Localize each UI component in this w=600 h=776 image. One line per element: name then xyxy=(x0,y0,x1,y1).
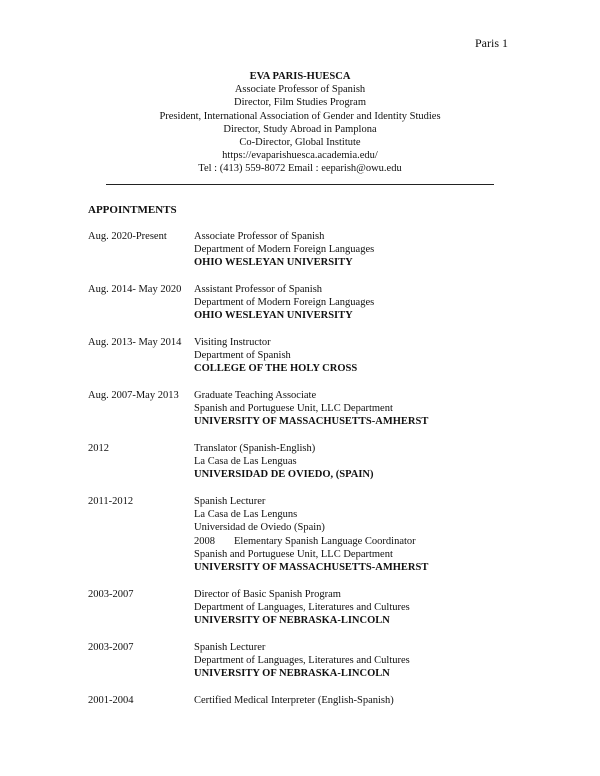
website-link: https://evaparishuesca.academia.edu/ xyxy=(222,150,378,162)
page-number: Paris 1 xyxy=(475,36,508,50)
appointment-department: Department of Languages, Literatures and Cultures xyxy=(194,655,410,667)
appointment-role: Spanish Lecturer xyxy=(194,496,266,507)
section-title-appointments: APPOINTMENTS xyxy=(88,204,177,216)
author-name: EVA PARIS-HUESCA xyxy=(249,71,351,82)
sub-entry-role: Elementary Spanish Language Coordinator xyxy=(234,535,416,547)
cv-header xyxy=(0,70,600,176)
header-title-line: Co-Director, Global Institute xyxy=(239,137,361,149)
appointment-role: Director of Basic Spanish Program xyxy=(194,589,341,600)
appointment-department: Spanish and Portuguese Unit, LLC Department xyxy=(194,403,393,415)
appointment-department: Spanish and Portuguese Unit, LLC Department xyxy=(194,548,393,560)
appointment-department: Department of Languages, Literatures and Cultures xyxy=(194,602,410,614)
appointment-department: Universidad de Oviedo (Spain) xyxy=(194,522,325,534)
header-divider xyxy=(106,184,494,185)
appointment-date: 2012 xyxy=(88,443,109,454)
appointment-institution: UNIVERSITY OF NEBRASKA-LINCOLN xyxy=(194,668,390,680)
header-title-line: President, International Association of Gender and Identity Studies xyxy=(159,110,441,122)
appointment-date: 2003-2007 xyxy=(88,589,134,600)
appointment-role: Visiting Instructor xyxy=(194,337,271,348)
appointment-sub-entry xyxy=(194,535,428,548)
header-title-line: Director, Study Abroad in Pamplona xyxy=(223,123,377,135)
appointment-role: Certified Medical Interpreter (English-Spanish) xyxy=(194,695,394,706)
appointment-role: Translator (Spanish-English) xyxy=(194,443,316,454)
appointment-date: Aug. 2014- May 2020 xyxy=(88,284,182,295)
appointment-role: Assistant Professor of Spanish xyxy=(194,284,323,295)
contact-line: Tel : (413) 559-8072 Email : eeparish@owu.edu xyxy=(198,163,402,175)
appointment-department: La Casa de Las Lenguas xyxy=(194,456,297,468)
appointment-institution: OHIO WESLEYAN UNIVERSITY xyxy=(194,310,353,322)
appointment-role: Graduate Teaching Associate xyxy=(194,390,317,401)
appointment-date: 2003-2007 xyxy=(88,642,134,653)
header-title-line: Director, Film Studies Program xyxy=(234,97,366,109)
header-title-line: Associate Professor of Spanish xyxy=(234,84,366,96)
appointment-role: Spanish Lecturer xyxy=(194,642,266,653)
appointment-date: Aug. 2007-May 2013 xyxy=(88,390,179,401)
appointment-department: Department of Modern Foreign Languages xyxy=(194,244,375,256)
sub-entry-year: 2008 xyxy=(194,535,215,547)
appointment-institution: UNIVERSITY OF NEBRASKA-LINCOLN xyxy=(194,615,390,627)
appointment-institution: COLLEGE OF THE HOLY CROSS xyxy=(194,363,358,375)
appointment-institution: OHIO WESLEYAN UNIVERSITY xyxy=(194,257,353,269)
appointment-institution: UNIVERSITY OF MASSACHUSETTS-AMHERST xyxy=(194,416,429,428)
appointment-department: Department of Modern Foreign Languages xyxy=(194,297,375,309)
appointment-date: Aug. 2013- May 2014 xyxy=(88,337,182,348)
appointment-role: Associate Professor of Spanish xyxy=(194,231,325,242)
appointment-date: Aug. 2020-Present xyxy=(88,231,167,242)
appointment-institution: UNIVERSIDAD DE OVIEDO, (SPAIN) xyxy=(194,469,374,481)
appointment-date: 2001-2004 xyxy=(88,695,134,706)
appointment-department: La Casa de Las Lenguns xyxy=(194,509,298,521)
appointment-date: 2011-2012 xyxy=(88,496,134,507)
appointment-department: Department of Spanish xyxy=(194,350,291,362)
appointment-institution: UNIVERSITY OF MASSACHUSETTS-AMHERST xyxy=(194,562,429,574)
